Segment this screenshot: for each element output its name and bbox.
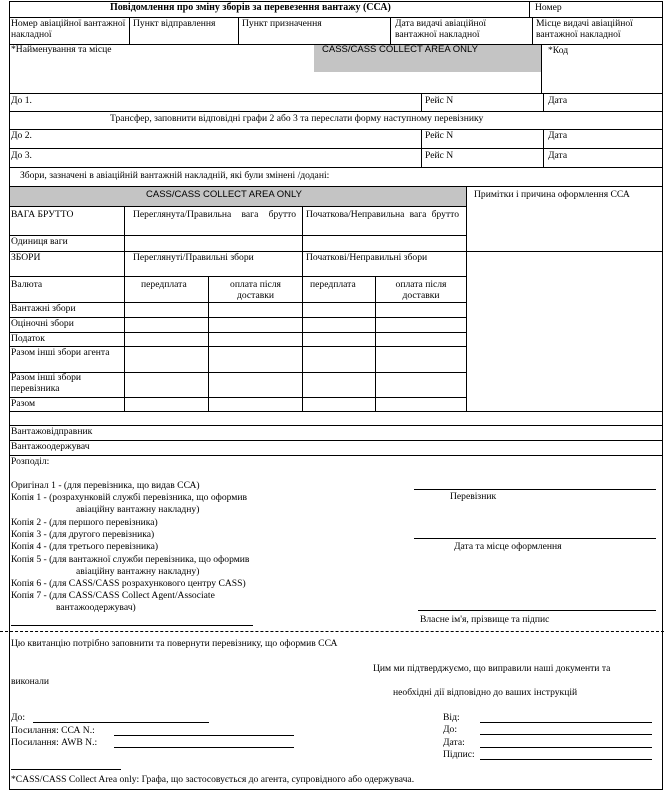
collect-label-revised: оплата після доставки bbox=[230, 279, 281, 301]
weight-unit-label: Одиниця ваги bbox=[11, 236, 68, 247]
cass-area-table-label: CASS/CASS COLLECT AREA ONLY bbox=[146, 189, 302, 200]
charges-changed-label: Збори, зазначені в авіаційній вантажній накладній, які були змінені /додані: bbox=[20, 170, 330, 181]
number-label: Номер bbox=[535, 2, 562, 13]
receipt-to2-field[interactable] bbox=[480, 734, 652, 735]
receipt-to-label: До: bbox=[11, 712, 26, 723]
date-label-1: Дата bbox=[548, 95, 568, 106]
transfer-note: Трансфер, заповнити відповідні графи 2 або 3 та переслати форму наступному перевізнику bbox=[110, 113, 484, 124]
distribution-copy5-cont: авіаційну вантажну накладну) bbox=[76, 566, 200, 577]
name-signature-label: Власне ім'я, прізвище та підпис bbox=[420, 614, 550, 625]
distribution-original: Оригінал 1 - (для перевізника, що видав ССА) bbox=[11, 480, 200, 491]
receipt-sign-label: Підпис: bbox=[443, 749, 475, 760]
revised-weight-label: Переглянута/Правильна вага брутто bbox=[133, 209, 296, 220]
original-weight-label: Початкова/Неправильна вага брутто bbox=[306, 209, 459, 220]
remarks-label: Примітки і причина оформлення ССА bbox=[474, 189, 630, 200]
distribution-label: Розподіл: bbox=[11, 456, 50, 467]
flight-label-3: Рейс N bbox=[425, 150, 454, 161]
footnote-separator bbox=[11, 769, 121, 770]
name-signature-line[interactable] bbox=[418, 610, 656, 611]
distribution-copy6: Копія 6 - (для CASS/CASS розрахункового центру CASS) bbox=[11, 578, 246, 589]
name-place-label: *Найменування та місце bbox=[11, 44, 112, 55]
form-title: Повідомлення про зміну зборів за перевезення вантажу (ССА) bbox=[110, 2, 391, 13]
receipt-ref-cca-field[interactable] bbox=[114, 735, 294, 736]
distribution-copy1: Копія 1 - (розрахунковій службі перевізника, що оформив bbox=[11, 492, 248, 503]
charges-row-label: Оціночні збори bbox=[11, 318, 74, 329]
receipt-instruction: Цю квитанцію потрібно заповнити та повернути перевізнику, що оформив ССА bbox=[11, 638, 338, 649]
revised-charges-label: Переглянуті/Правильні збори bbox=[133, 252, 254, 263]
date-place-label: Дата та місце оформлення bbox=[454, 541, 562, 552]
shipper-label: Вантажовідправник bbox=[11, 426, 93, 437]
receipt-from-field[interactable] bbox=[480, 722, 652, 723]
awb-issue-place-label: Місце видачі авіаційної вантажної накладної bbox=[536, 18, 633, 40]
tear-line bbox=[0, 631, 664, 632]
to3-label: До 3. bbox=[11, 150, 32, 161]
distribution-copy2: Копія 2 - (для першого перевізника) bbox=[11, 517, 158, 528]
charges-row-label: Разом інші збори агента bbox=[11, 347, 110, 358]
receipt-ref-awb-field[interactable] bbox=[114, 747, 294, 748]
distribution-copy3: Копія 3 - (для другого перевізника) bbox=[11, 529, 155, 540]
distribution-copy7-cont: вантажоодержувач) bbox=[56, 602, 136, 613]
date-place-line[interactable] bbox=[414, 538, 656, 539]
receipt-sign-field[interactable] bbox=[480, 759, 652, 760]
charges-label: ЗБОРИ bbox=[11, 252, 41, 263]
footnote: *CASS/CASS Collect Area only: Графа, що застосовується до агента, супровідного або одержувача. bbox=[11, 774, 415, 785]
receipt-ref-cca-label: Посилання: ССА N.: bbox=[11, 725, 95, 736]
distribution-underline bbox=[11, 625, 253, 626]
destination-label: Пункт призначення bbox=[242, 18, 322, 29]
carrier-label: Перевізник bbox=[450, 491, 497, 502]
receipt-to-field[interactable] bbox=[33, 722, 209, 723]
flight-label-1: Рейс N bbox=[425, 95, 454, 106]
charges-row-label: Податок bbox=[11, 333, 45, 344]
consignee-label: Вантажоодержувач bbox=[11, 441, 90, 452]
distribution-copy7: Копія 7 - (для CASS/CASS Collect Agent/Associate bbox=[11, 590, 215, 601]
original-charges-label: Початкові/Неправильні збори bbox=[306, 252, 428, 263]
charges-row-label: Вантажні збори bbox=[11, 303, 76, 314]
prepaid-label-revised: передплата bbox=[141, 279, 187, 290]
awb-number-label: Номер авіаційної вантажної накладної bbox=[11, 18, 126, 40]
date-label-3: Дата bbox=[548, 150, 568, 161]
prepaid-label-original: передплата bbox=[310, 279, 356, 290]
distribution-copy4: Копія 4 - (для третього перевізника) bbox=[11, 541, 159, 552]
to2-label: До 2. bbox=[11, 130, 32, 141]
carrier-signature-line[interactable] bbox=[414, 489, 656, 490]
charges-row-label: Разом bbox=[11, 398, 36, 409]
departure-label: Пункт відправлення bbox=[133, 18, 216, 29]
flight-label-2: Рейс N bbox=[425, 130, 454, 141]
gross-weight-label: ВАГА БРУТТО bbox=[11, 209, 74, 220]
awb-issue-date-label: Дата видачі авіаційної вантажної накладної bbox=[395, 18, 487, 40]
distribution-copy1-cont: авіаційну вантажну накладну) bbox=[76, 504, 200, 515]
receipt-ref-awb-label: Посилання: AWB N.: bbox=[11, 737, 98, 748]
collect-label-original: оплата після доставки bbox=[395, 279, 447, 301]
receipt-confirm-3: необхідні дії відповідно до ваших інструкцій bbox=[393, 687, 578, 698]
receipt-to2-label: До: bbox=[443, 724, 458, 735]
charges-row-label: Разом інші збори перевізника bbox=[11, 372, 82, 394]
receipt-date-label: Дата: bbox=[443, 737, 465, 748]
currency-label: Валюта bbox=[11, 279, 43, 290]
code-label: *Код bbox=[548, 45, 569, 56]
cass-area-label: CASS/CASS COLLECT AREA ONLY bbox=[322, 44, 478, 55]
distribution-copy5: Копія 5 - (для вантажної служби перевізника, що оформив bbox=[11, 554, 250, 565]
receipt-confirm-1: Цим ми підтверджуємо, що виправили наші документи та bbox=[373, 663, 611, 674]
receipt-date-field[interactable] bbox=[480, 747, 652, 748]
receipt-confirm-2: виконали bbox=[11, 676, 50, 687]
receipt-from-label: Від: bbox=[443, 712, 460, 723]
to1-label: До 1. bbox=[11, 95, 32, 106]
date-label-2: Дата bbox=[548, 130, 568, 141]
